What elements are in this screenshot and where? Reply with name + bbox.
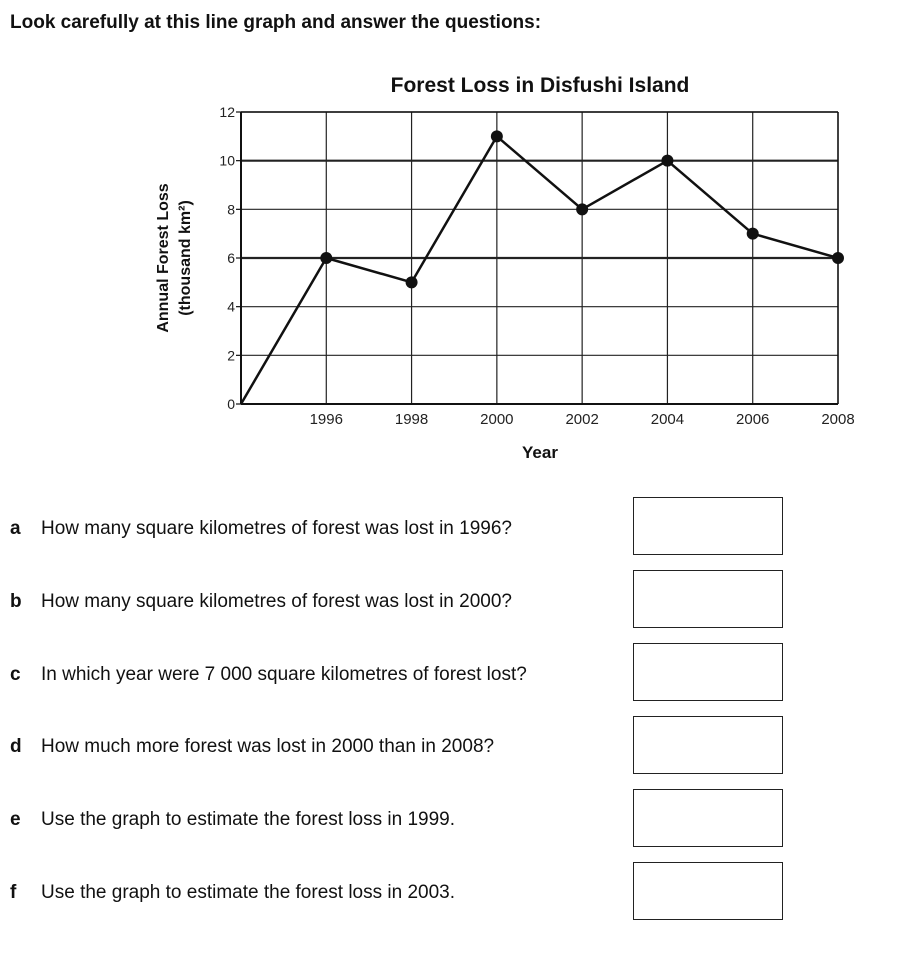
- question-b: [10, 591, 512, 613]
- data-point: [747, 228, 759, 240]
- y-tick-label: 12: [219, 104, 235, 120]
- x-tick-label: 1996: [309, 411, 343, 428]
- x-tick-label: 2000: [480, 411, 514, 428]
- question-letter: a: [10, 518, 21, 539]
- question-letter: e: [10, 809, 21, 830]
- instruction-heading: Look carefully at this line graph and answer the questions:: [10, 12, 542, 33]
- x-tick-label: 2008: [821, 411, 855, 428]
- question-d: [10, 736, 494, 758]
- question-text: Use the graph to estimate the forest loss in 1999.: [41, 809, 456, 830]
- y-tick-label: 0: [227, 396, 235, 412]
- question-letter: b: [10, 591, 22, 612]
- y-tick-label: 6: [227, 250, 235, 266]
- series-line: [241, 136, 838, 404]
- y-tick-label: 4: [227, 298, 235, 315]
- question-letter: f: [10, 882, 17, 903]
- answer-box-b[interactable]: [633, 570, 783, 628]
- question-letter: d: [10, 736, 22, 757]
- answer-box-d[interactable]: [633, 716, 783, 774]
- x-tick-label: 2004: [650, 411, 685, 428]
- answer-box-e[interactable]: [633, 789, 783, 847]
- question-text: In which year were 7 000 square kilometres of forest lost?: [41, 664, 527, 685]
- question-text: Use the graph to estimate the forest loss in 2003.: [41, 882, 456, 903]
- question-c: [10, 664, 527, 686]
- question-letter: c: [10, 664, 21, 685]
- x-axis-label: Year: [522, 443, 558, 462]
- data-point: [661, 155, 673, 167]
- question-text: How many square kilometres of forest was lost in 1996?: [41, 518, 512, 539]
- x-tick-label: 1998: [394, 411, 429, 428]
- x-tick-label: 2002: [565, 411, 599, 428]
- line-chart: [0, 0, 905, 480]
- y-tick-label: 10: [219, 152, 235, 169]
- chart-series: [241, 130, 844, 404]
- chart-tick-labels: [219, 104, 854, 428]
- question-e: [10, 809, 455, 831]
- data-point: [576, 203, 588, 215]
- y-axis-label-line2: (thousand km²): [177, 200, 194, 316]
- question-text: How many square kilometres of forest was lost in 2000?: [41, 591, 512, 612]
- y-tick-label: 8: [227, 201, 235, 218]
- data-point: [320, 252, 332, 264]
- question-f: [10, 882, 455, 904]
- data-point: [491, 130, 503, 142]
- y-tick-label: 2: [227, 347, 235, 364]
- data-point: [832, 252, 844, 264]
- answer-box-c[interactable]: [633, 643, 783, 701]
- answer-box-f[interactable]: [633, 862, 783, 920]
- y-axis-label-line1: Annual Forest Loss: [155, 183, 172, 333]
- answer-box-a[interactable]: [633, 497, 783, 555]
- question-text: How much more forest was lost in 2000 than in 2008?: [41, 736, 495, 757]
- data-point: [406, 276, 418, 288]
- question-a: [10, 518, 512, 540]
- x-tick-label: 2006: [736, 411, 770, 428]
- chart-title: Forest Loss in Disfushi Island: [390, 74, 690, 97]
